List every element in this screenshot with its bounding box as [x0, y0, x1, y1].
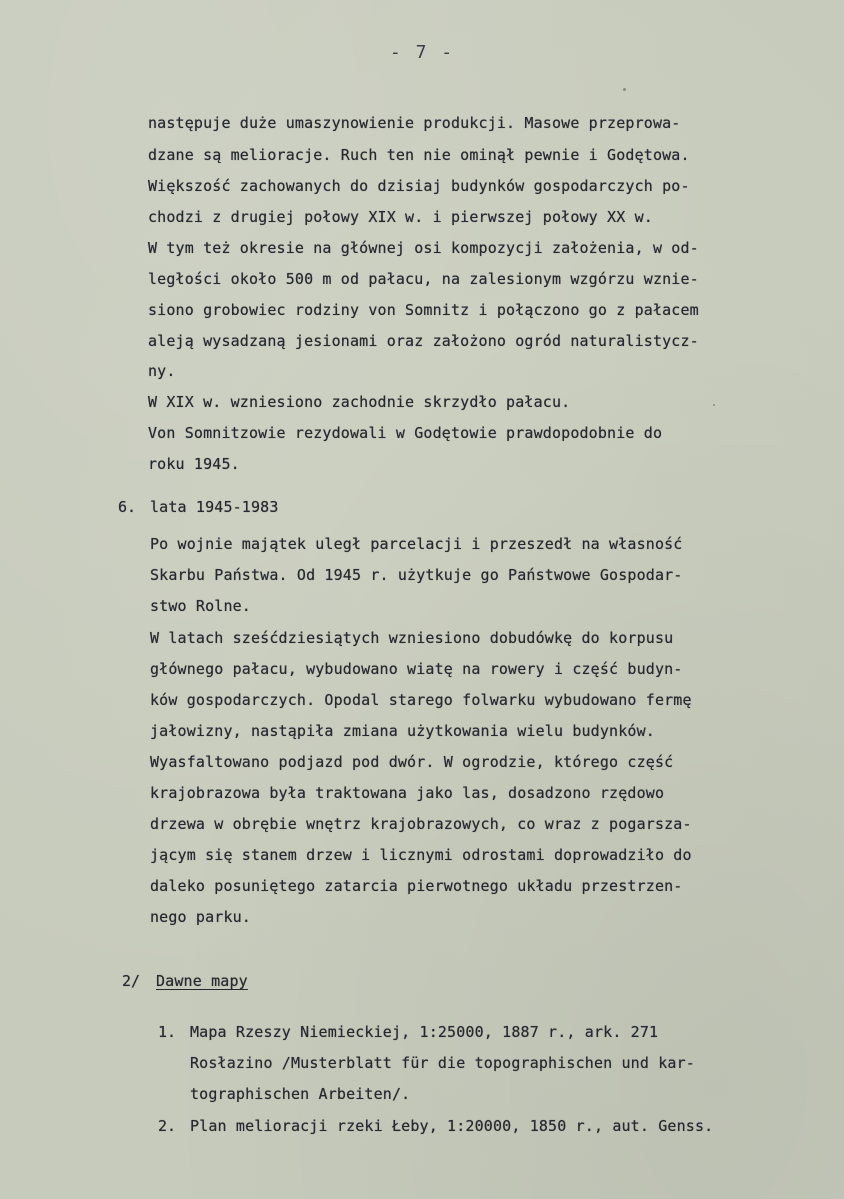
- text-line: W latach sześćdziesiątych wzniesiono dobudówkę do korpusu: [150, 629, 674, 647]
- text-line: jałowizny, nastąpiła zmiana użytkowania wielu budynków.: [150, 722, 655, 740]
- text-line: Rosłazino /Musterblatt für die topographischen und kar-: [190, 1054, 695, 1072]
- text-line: drzewa w obrębie wnętrz krajobrazowych, co wraz z pogarsza-: [150, 815, 692, 833]
- paper-speck: [713, 404, 715, 406]
- text-line: Plan melioracji rzeki Łeby, 1:20000, 1850 r., aut. Genss.: [190, 1117, 714, 1135]
- text-line: roku 1945.: [148, 455, 240, 473]
- section-number: 2/: [122, 972, 141, 990]
- text-line: Wyasfaltowano podjazd pod dwór. W ogrodzie, którego część: [150, 753, 674, 771]
- text-line: krajobrazowa była traktowana jako las, dosadzono rzędowo: [150, 784, 665, 802]
- section-title: Dawne mapy: [156, 972, 248, 990]
- text-line: siono grobowiec rodziny von Somnitz i połączono go z pałacem: [148, 301, 699, 319]
- text-line: Von Somnitzowie rezydowali w Godętowie prawdopodobnie do: [148, 424, 663, 442]
- page-number: - 7 -: [389, 42, 455, 63]
- section-title: lata 1945-1983: [150, 498, 279, 516]
- text-line: tographischen Arbeiten/.: [190, 1085, 411, 1103]
- text-line: głównego pałacu, wybudowano wiatę na rowery i część budyn-: [150, 660, 683, 678]
- text-line: ległości około 500 m od pałacu, na zalesionym wzgórzu wznie-: [148, 270, 699, 288]
- text-line: nego parku.: [150, 908, 251, 926]
- text-line: ków gospodarczych. Opodal starego folwarku wybudowano fermę: [150, 691, 692, 709]
- list-item-number: 2.: [158, 1117, 177, 1135]
- paper-speck: [623, 88, 626, 91]
- list-item-number: 1.: [158, 1023, 177, 1041]
- text-line: W tym też okresie na głównej osi kompozycji założenia, w od-: [148, 239, 699, 257]
- text-line: ny.: [148, 362, 176, 380]
- text-line: Większość zachowanych do dzisiaj budynków gospodarczych po-: [148, 177, 690, 195]
- text-line: Skarbu Państwa. Od 1945 r. użytkuje go Państwowe Gospodar-: [150, 566, 683, 584]
- text-line: aleją wysadzaną jesionami oraz założono ogród naturalistycz-: [148, 332, 699, 350]
- text-line: W XIX w. wzniesiono zachodnie skrzydło pałacu.: [148, 393, 571, 411]
- text-line: daleko posuniętego zatarcia pierwotnego układu przestrzen-: [150, 877, 683, 895]
- text-line: Po wojnie majątek uległ parcelacji i przeszedł na własność: [150, 535, 683, 553]
- text-line: Mapa Rzeszy Niemieckiej, 1:25000, 1887 r., ark. 271: [190, 1023, 659, 1041]
- text-line: jącym się stanem drzew i licznymi odrostami doprowadziło do: [150, 846, 692, 864]
- section-number: 6.: [118, 498, 137, 516]
- text-line: chodzi z drugiej połowy XIX w. i pierwszej połowy XX w.: [148, 208, 653, 226]
- text-line: dzane są melioracje. Ruch ten nie ominął pewnie i Godętowa.: [148, 146, 690, 164]
- text-line: stwo Rolne.: [150, 597, 251, 615]
- text-line: następuje duże umaszynowienie produkcji. Masowe przeprowa-: [148, 114, 681, 132]
